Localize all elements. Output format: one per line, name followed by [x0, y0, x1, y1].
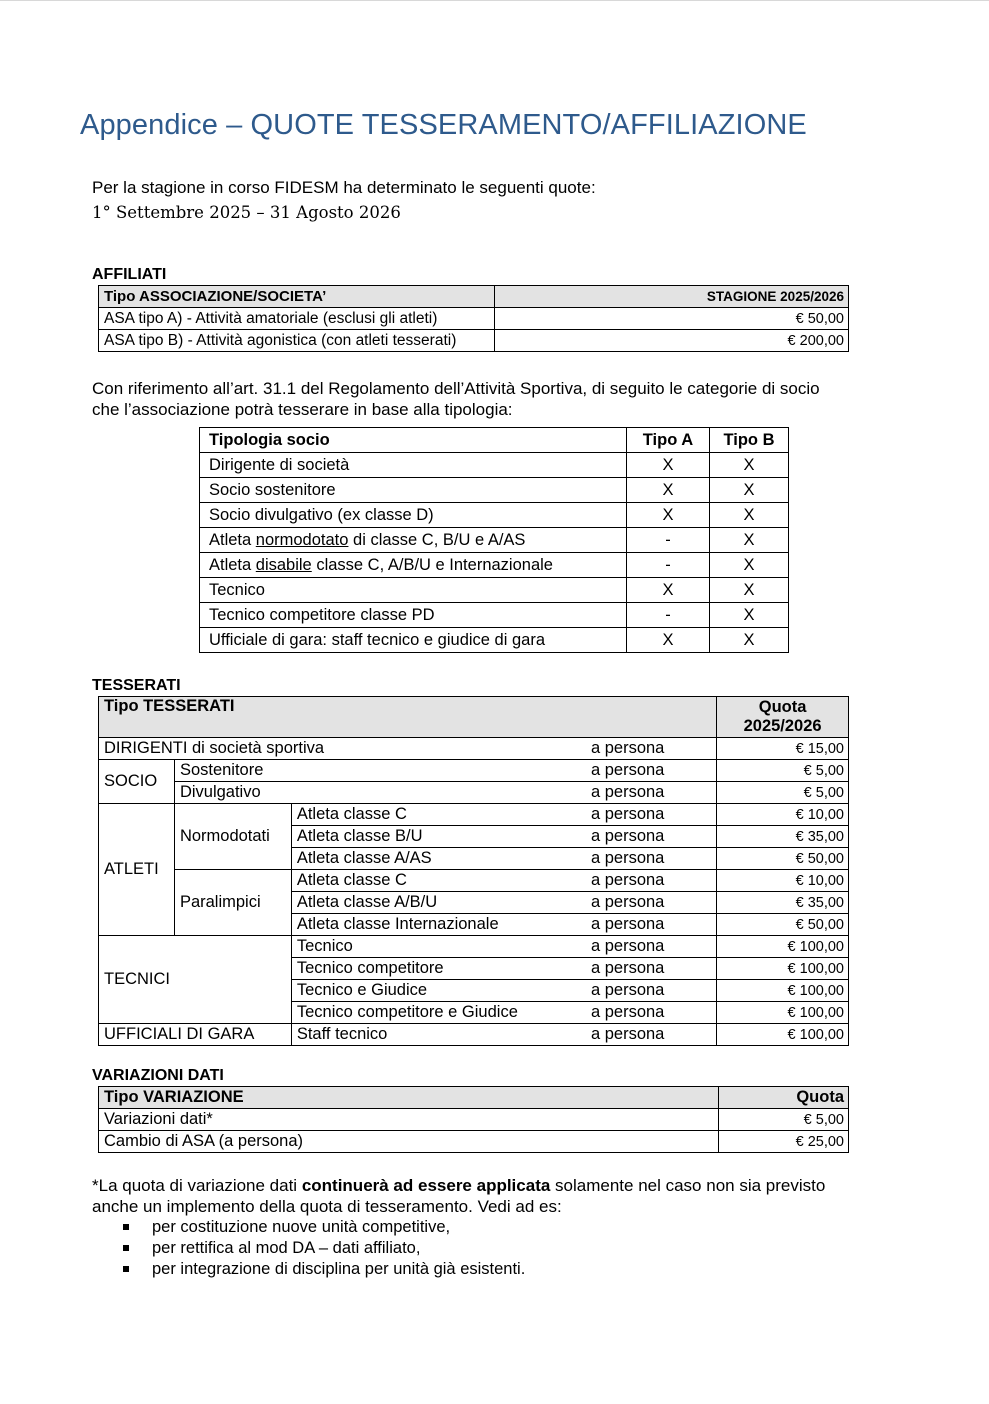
tipologia-table	[199, 427, 789, 653]
tipo-b-mark: X	[710, 503, 789, 528]
price: € 100,00	[717, 1002, 849, 1024]
table-row	[99, 936, 849, 958]
label-part: Atleta	[209, 530, 256, 549]
note-emphasis: continuerà ad essere applicata	[301, 1176, 551, 1195]
table-row	[200, 553, 789, 578]
underlined-label-part: disabile	[255, 555, 312, 574]
price: € 5,00	[719, 1109, 849, 1131]
variazioni-table	[98, 1086, 849, 1153]
season-dates: 1° Settembre 2025 – 31 Agosto 2026	[92, 203, 401, 222]
riferimento-text-line1: Con riferimento all’art. 31.1 del Regolamento dell’Attività Sportiva, di seguito le categorie di socio	[92, 379, 820, 398]
price: € 100,00	[717, 980, 849, 1002]
table-header-row	[99, 286, 849, 308]
quota-label: Quota	[758, 698, 807, 716]
list-item-text: per rettifica al mod DA – dati affiliato,	[152, 1239, 421, 1257]
per-unit: a persona	[589, 760, 717, 782]
socio-type: Tecnico competitore classe PD	[200, 603, 627, 628]
affiliati-heading: AFFILIATI	[92, 266, 167, 283]
per-unit: a persona	[589, 1002, 717, 1024]
tipo-a-mark: -	[627, 528, 710, 553]
tipo-b-mark: X	[710, 478, 789, 503]
socio-sub: Sostenitore	[174, 760, 589, 782]
price: € 100,00	[717, 1024, 849, 1046]
price: € 15,00	[717, 738, 849, 760]
socio-label: SOCIO	[99, 760, 175, 804]
tecnico-type: Tecnico competitore	[291, 958, 589, 980]
page-title: Appendice – QUOTE TESSERAMENTO/AFFILIAZIONE	[80, 109, 807, 141]
header-cell: Tipo VARIAZIONE	[99, 1087, 719, 1109]
tipo-a-mark: X	[627, 628, 710, 653]
affiliato-price: € 50,00	[495, 308, 849, 330]
tesserati-table	[98, 696, 849, 1046]
tipo-a-mark: X	[627, 578, 710, 603]
per-unit: a persona	[589, 738, 717, 760]
tecnico-type: Tecnico	[291, 936, 589, 958]
price: € 50,00	[717, 848, 849, 870]
tipo-a-mark: X	[627, 503, 710, 528]
table-row	[200, 528, 789, 553]
header-cell: Tipo A	[627, 428, 710, 453]
header-cell: STAGIONE 2025/2026	[495, 286, 849, 308]
header-cell: Tipologia socio	[200, 428, 627, 453]
table-header-row	[99, 1087, 849, 1109]
table-row	[99, 782, 849, 804]
per-unit: a persona	[589, 782, 717, 804]
tipo-b-mark: X	[710, 453, 789, 478]
socio-type: Socio divulgativo (ex classe D)	[200, 503, 627, 528]
underlined-label-part: normodotato	[255, 530, 349, 549]
note-text: solamente nel caso non sia previsto	[550, 1176, 826, 1195]
list-item	[120, 1217, 525, 1238]
atleti-label: ATLETI	[99, 804, 175, 936]
socio-type: Ufficiale di gara: staff tecnico e giudice di gara	[200, 628, 627, 653]
header-cell: Tipo TESSERATI	[99, 697, 717, 738]
table-row	[200, 478, 789, 503]
table-row	[200, 578, 789, 603]
paralimpici-label: Paralimpici	[174, 870, 291, 936]
header-cell	[717, 697, 849, 738]
price: € 25,00	[719, 1131, 849, 1153]
per-unit: a persona	[589, 848, 717, 870]
table-row	[200, 603, 789, 628]
atleta-class: Atleta classe C	[291, 804, 589, 826]
note-text: *La quota di variazione dati	[92, 1176, 302, 1195]
tesserati-heading: TESSERATI	[92, 677, 181, 694]
table-row	[99, 760, 849, 782]
tipo-a-mark: X	[627, 478, 710, 503]
square-bullet-icon	[123, 1224, 129, 1230]
tipo-b-mark: X	[710, 528, 789, 553]
affiliato-price: € 200,00	[495, 330, 849, 352]
tipo-a-mark: -	[627, 603, 710, 628]
table-row	[99, 1131, 849, 1153]
per-unit: a persona	[589, 980, 717, 1002]
price: € 50,00	[717, 914, 849, 936]
dirigenti-label: DIRIGENTI di società sportiva	[99, 738, 589, 760]
per-unit: a persona	[589, 892, 717, 914]
per-unit: a persona	[589, 936, 717, 958]
atleta-class: Atleta classe A/AS	[291, 848, 589, 870]
socio-type	[200, 528, 627, 553]
ufficiali-sub: Staff tecnico	[291, 1024, 589, 1046]
ufficiali-label: UFFICIALI DI GARA	[99, 1024, 292, 1046]
socio-type	[200, 553, 627, 578]
label-part: di classe C, B/U e A/AS	[348, 530, 526, 549]
atleta-class: Atleta classe C	[291, 870, 589, 892]
per-unit: a persona	[589, 804, 717, 826]
per-unit: a persona	[589, 958, 717, 980]
page-top-border	[0, 0, 989, 1]
price: € 5,00	[717, 760, 849, 782]
price: € 100,00	[717, 958, 849, 980]
affiliato-type: ASA tipo A) - Attività amatoriale (esclusi gli atleti)	[99, 308, 495, 330]
atleta-class: Atleta classe A/B/U	[291, 892, 589, 914]
variazione-type: Cambio di ASA (a persona)	[99, 1131, 719, 1153]
atleta-class: Atleta classe Internazionale	[291, 914, 589, 936]
tipo-a-mark: X	[627, 453, 710, 478]
tecnico-type: Tecnico competitore e Giudice	[291, 1002, 589, 1024]
label-part: classe C, A/B/U e Internazionale	[311, 555, 553, 574]
table-row	[200, 628, 789, 653]
note-line1	[92, 1175, 825, 1196]
list-item-text: per costituzione nuove unità competitive,	[152, 1218, 451, 1236]
table-row	[99, 804, 849, 826]
table-row	[99, 1024, 849, 1046]
variazioni-heading: VARIAZIONI DATI	[92, 1067, 224, 1084]
table-header-row	[99, 697, 849, 738]
per-unit: a persona	[589, 1024, 717, 1046]
list-item	[120, 1238, 525, 1259]
tecnico-type: Tecnico e Giudice	[291, 980, 589, 1002]
table-row	[99, 1109, 849, 1131]
label-part: Atleta	[209, 555, 256, 574]
tipo-b-mark: X	[710, 603, 789, 628]
affiliato-type: ASA tipo B) - Attività agonistica (con atleti tesserati)	[99, 330, 495, 352]
affiliati-table	[98, 285, 849, 352]
intro-text: Per la stagione in corso FIDESM ha determinato le seguenti quote:	[92, 178, 596, 197]
list-item	[120, 1259, 525, 1280]
tipo-a-mark: -	[627, 553, 710, 578]
table-row	[200, 503, 789, 528]
per-unit: a persona	[589, 870, 717, 892]
per-unit: a persona	[589, 914, 717, 936]
tipo-b-mark: X	[710, 628, 789, 653]
table-row	[99, 330, 849, 352]
table-row	[99, 738, 849, 760]
socio-sub: Divulgativo	[174, 782, 589, 804]
tipo-b-mark: X	[710, 578, 789, 603]
price: € 35,00	[717, 892, 849, 914]
riferimento-text-line2: che l’associazione potrà tesserare in base alla tipologia:	[92, 400, 513, 419]
tecnici-label: TECNICI	[99, 936, 292, 1024]
normodotati-label: Normodotati	[174, 804, 291, 870]
square-bullet-icon	[123, 1245, 129, 1251]
tipo-b-mark: X	[710, 553, 789, 578]
price: € 35,00	[717, 826, 849, 848]
header-cell: Tipo B	[710, 428, 789, 453]
socio-type: Tecnico	[200, 578, 627, 603]
square-bullet-icon	[123, 1266, 129, 1272]
price: € 100,00	[717, 936, 849, 958]
socio-type: Dirigente di società	[200, 453, 627, 478]
list-item-text: per integrazione di disciplina per unità già esistenti.	[152, 1260, 526, 1278]
price: € 10,00	[717, 870, 849, 892]
price: € 5,00	[717, 782, 849, 804]
price: € 10,00	[717, 804, 849, 826]
table-row	[200, 453, 789, 478]
table-row	[99, 870, 849, 892]
header-cell: Tipo ASSOCIAZIONE/SOCIETA’	[99, 286, 495, 308]
socio-type: Socio sostenitore	[200, 478, 627, 503]
header-cell: Quota	[719, 1087, 849, 1109]
note-line2: anche un implemento della quota di tesseramento. Vedi ad es:	[92, 1197, 562, 1216]
variazione-type: Variazioni dati*	[99, 1109, 719, 1131]
table-row	[99, 308, 849, 330]
examples-list	[120, 1217, 525, 1280]
per-unit: a persona	[589, 826, 717, 848]
quota-season: 2025/2026	[743, 717, 822, 735]
table-header-row	[200, 428, 789, 453]
atleta-class: Atleta classe B/U	[291, 826, 589, 848]
